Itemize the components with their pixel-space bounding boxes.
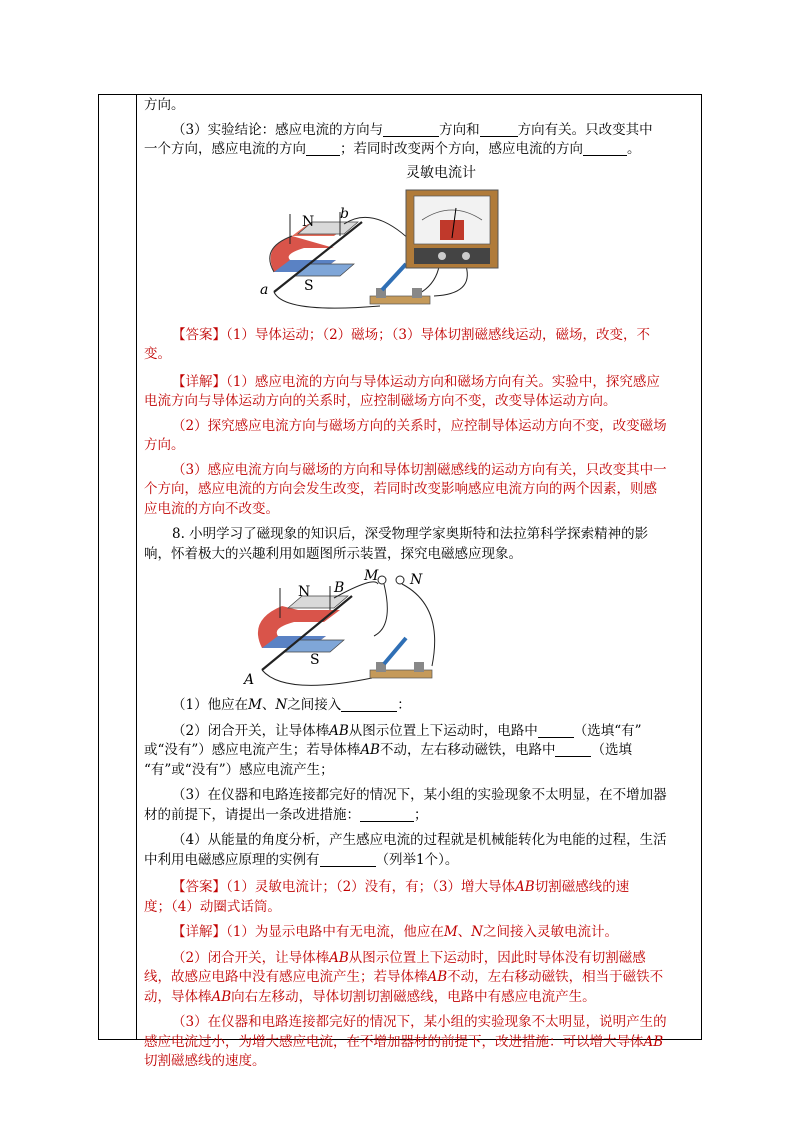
detail-8-p3: （3）在仪器和电路连接都完好的情况下，某小组的实验现象不太明显，说明产生的: [172, 1014, 667, 1030]
q7-part3: （3）实验结论：感应电流的方向与 方向和 方向有关。只改变其中: [172, 121, 653, 138]
detail-8-p1: 【详解】（1）为显示电路中有无电流，他应在M、N之间接入灵敏电流计。: [172, 924, 618, 940]
figure-galvanometer-setup: [144, 164, 696, 324]
label-m: M: [364, 568, 379, 584]
question-8-line2: 响，怀着极大的兴趣利用如题图所示装置，探究电磁感应现象。: [144, 545, 522, 562]
question-8-part3-line2: 材的前提下，请提出一条改进措施： ；: [144, 806, 428, 823]
label-a: a: [260, 281, 269, 298]
question-8-part1: （1）他应在M、N之间接入 ：: [172, 697, 411, 713]
detail-tag: 【详解】: [172, 373, 226, 390]
table-column-divider: [136, 94, 137, 1040]
detail-tag: 【详解】: [172, 924, 226, 940]
label-s: S: [304, 277, 314, 294]
q7-part3-line2: 一个方向，感应电流的方向 ；若同时改变两个方向，感应电流的方向 。: [144, 141, 641, 157]
answer-7: 【答案】（1）导体运动；（2）磁场；（3）导体切割磁感线运动，磁场，改变，不: [172, 326, 651, 343]
detail-7-p2: （2）探究感应电流方向与磁场方向的关系时，应控制导体运动方向不变，改变磁场: [172, 417, 667, 434]
answer-8-line2: 度；（4）动圈式话筒。: [144, 898, 281, 915]
detail-7-p3-line2: 个方向，感应电流的方向会发生改变，若同时改变影响感应电流方向的两个因素，则感: [144, 481, 657, 497]
answer-7-line2: 变。: [144, 346, 171, 362]
answer-content: [144, 96, 696, 1072]
question-8-part2: （2）闭合开关，让导体棒AB从图示位置上下运动时，电路中 （选填“有”: [172, 722, 642, 739]
label-n: N: [298, 584, 311, 600]
question-8-part4: （4）从能量的角度分析，产生感应电流的过程就是机械能转化为电能的过程，生活: [172, 832, 667, 848]
detail-7-p1-line2: 电流方向与导体运动方向的关系时，应控制磁场方向不变，改变导体运动方向。: [144, 393, 617, 409]
answer-tag: 【答案】: [172, 326, 226, 343]
detail-8-p3-line3: 切割磁感线的速度。: [144, 1053, 266, 1069]
figure-caption: 灵敏电流计: [406, 164, 476, 181]
text-line: 方向。: [144, 97, 185, 113]
answer-tag: 【答案】: [172, 879, 226, 895]
label-b: B: [334, 580, 345, 596]
detail-7-p2-line2: 方向。: [144, 437, 185, 453]
question-8-part2-line3: “有”或“没有”）感应电流产生；: [144, 761, 334, 778]
experiment-diagram-2: [144, 566, 696, 696]
experiment-diagram: [144, 164, 696, 324]
question-8-part3: （3）在仪器和电路连接都完好的情况下，某小组的实验现象不太明显，在不增加器: [172, 787, 667, 803]
detail-8-p2: （2）闭合开关，让导体棒AB从图示位置上下运动时，因此时导体没有切割磁感: [172, 949, 646, 966]
label-b: b: [340, 205, 349, 222]
detail-8-p2-line3: 动，导体棒AB向右左移动，导体切割切割磁感线，电路中有感应电流产生。: [144, 988, 596, 1005]
question-8-part2-line2: 或“没有”）感应电流产生；若导体棒AB不动，左右移动磁铁，电路中 （选填: [144, 742, 632, 758]
detail-8-p2-line2: 线，故感应电路中没有感应电流产生；若导体棒AB不动，左右移动磁铁，相当于磁铁不: [144, 969, 664, 985]
label-n2: N: [410, 572, 423, 588]
figure-mn-setup: [144, 566, 696, 696]
label-n: N: [302, 213, 315, 230]
detail-7-p3-line3: 应电流的方向不改变。: [144, 500, 279, 517]
detail-7-p1: 【详解】（1）感应电流的方向与导体运动方向和磁场方向有关。实验中，探究感应: [172, 373, 660, 390]
answer-8: 【答案】（1）灵敏电流计；（2）没有，有；（3）增大导体AB切割磁感线的速: [172, 879, 630, 895]
label-s: S: [310, 652, 320, 668]
detail-8-p3-line2: 感应电流过小，为增大感应电流，在不增加器材的前提下，改进措施：可以增大导体AB: [144, 1033, 664, 1050]
label-a: A: [244, 672, 255, 688]
detail-7-p3: （3）感应电流方向与磁场的方向和导体切割磁感线的运动方向有关，只改变其中一: [172, 461, 667, 478]
question-8-part4-line2: 中利用电磁感应原理的实例有 （列举1个）。: [144, 851, 459, 868]
question-8: 8. 小明学习了磁现象的知识后，深受物理学家奥斯特和法拉第科学探索精神的影: [172, 526, 649, 542]
